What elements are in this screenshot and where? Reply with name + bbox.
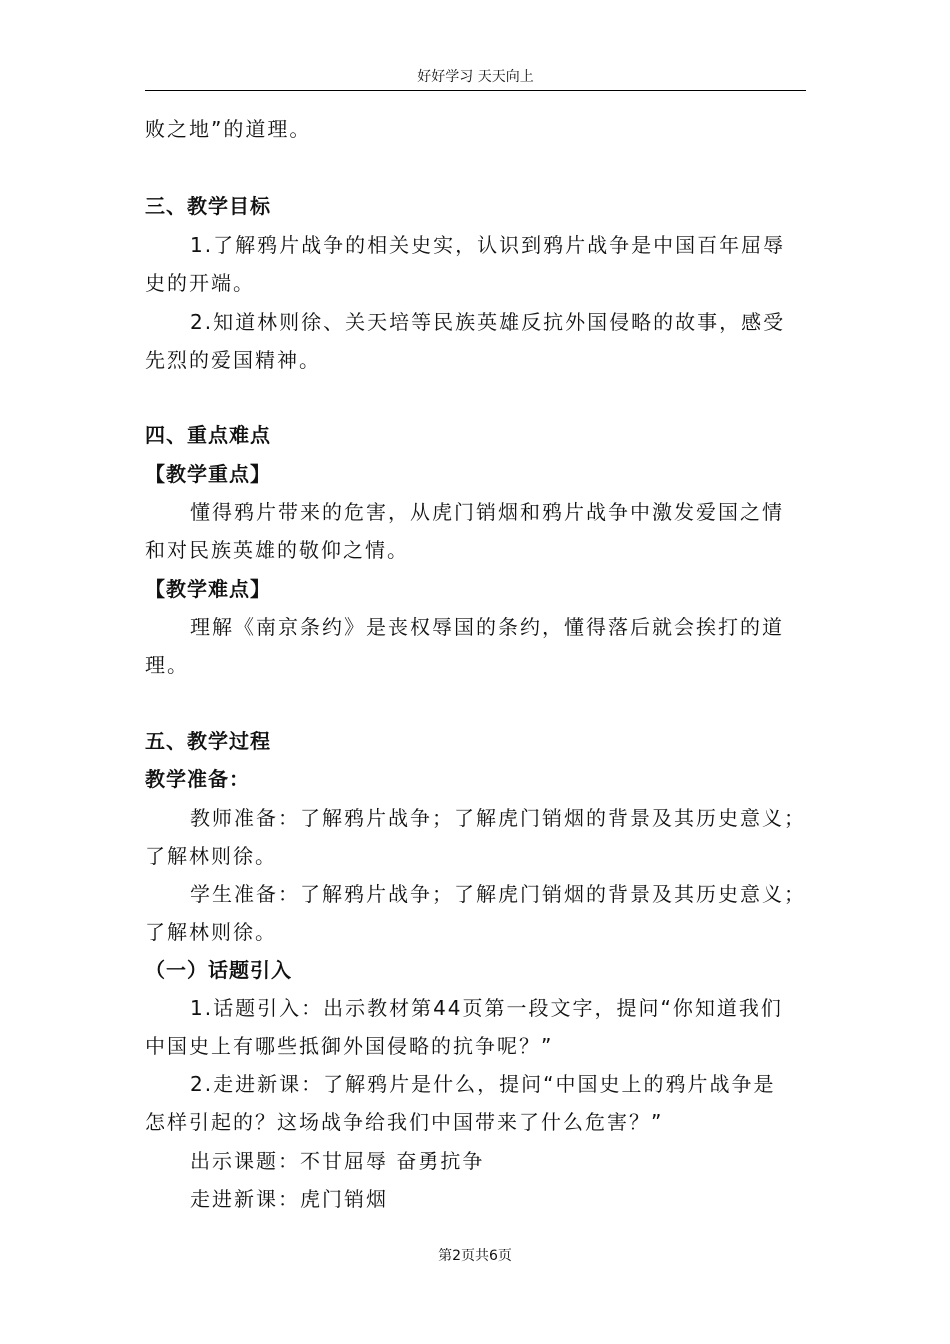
subheading: 【教学难点】 <box>145 577 271 601</box>
text-line: 了解林则徐。 <box>145 920 277 944</box>
text-line: 和对民族英雄的敬仰之情。 <box>145 538 409 562</box>
text-line: 懂得鸦片带来的危害，从虎门销烟和鸦片战争中激发爱国之情 <box>190 500 784 524</box>
subheading: 教学准备： <box>145 767 250 791</box>
text-line: 理解《南京条约》是丧权辱国的条约，懂得落后就会挨打的道 <box>190 615 784 639</box>
text-line: 2.知道林则徐、关天培等民族英雄反抗外国侵略的故事，感受 <box>190 310 786 334</box>
text-line: 先烈的爱国精神。 <box>145 348 321 372</box>
text-line: 败之地”的道理。 <box>145 117 312 141</box>
text-line: 学生准备：了解鸦片战争；了解虎门销烟的背景及其历史意义； <box>190 882 806 906</box>
text-line: 史的开端。 <box>145 271 255 295</box>
text-line: 理。 <box>145 653 189 677</box>
text-line: 走进新课：虎门销烟 <box>190 1187 388 1211</box>
text-line: 1.话题引入：出示教材第44页第一段文字，提问“你知道我们 <box>190 996 783 1020</box>
subheading: （一）话题引入 <box>145 958 292 982</box>
text-line: 2.走进新课：了解鸦片是什么，提问“中国史上的鸦片战争是 <box>190 1072 776 1096</box>
text-line: 中国史上有哪些抵御外国侵略的抗争呢？” <box>145 1034 554 1058</box>
section-heading: 四、重点难点 <box>145 423 271 447</box>
section-heading: 三、教学目标 <box>145 194 271 218</box>
text-line: 教师准备：了解鸦片战争；了解虎门销烟的背景及其历史意义； <box>190 806 806 830</box>
subheading: 【教学重点】 <box>145 462 271 486</box>
text-line: 1.了解鸦片战争的相关史实，认识到鸦片战争是中国百年屈辱 <box>190 233 786 257</box>
page-header: 好好学习 天天向上 <box>145 68 806 91</box>
text-line: 怎样引起的？这场战争给我们中国带来了什么危害？” <box>145 1110 664 1134</box>
page-footer: 第2页共6页 <box>438 1248 512 1264</box>
text-line: 了解林则徐。 <box>145 844 277 868</box>
section-heading: 五、教学过程 <box>145 729 271 753</box>
text-line: 出示课题：不甘屈辱 奋勇抗争 <box>190 1149 485 1173</box>
